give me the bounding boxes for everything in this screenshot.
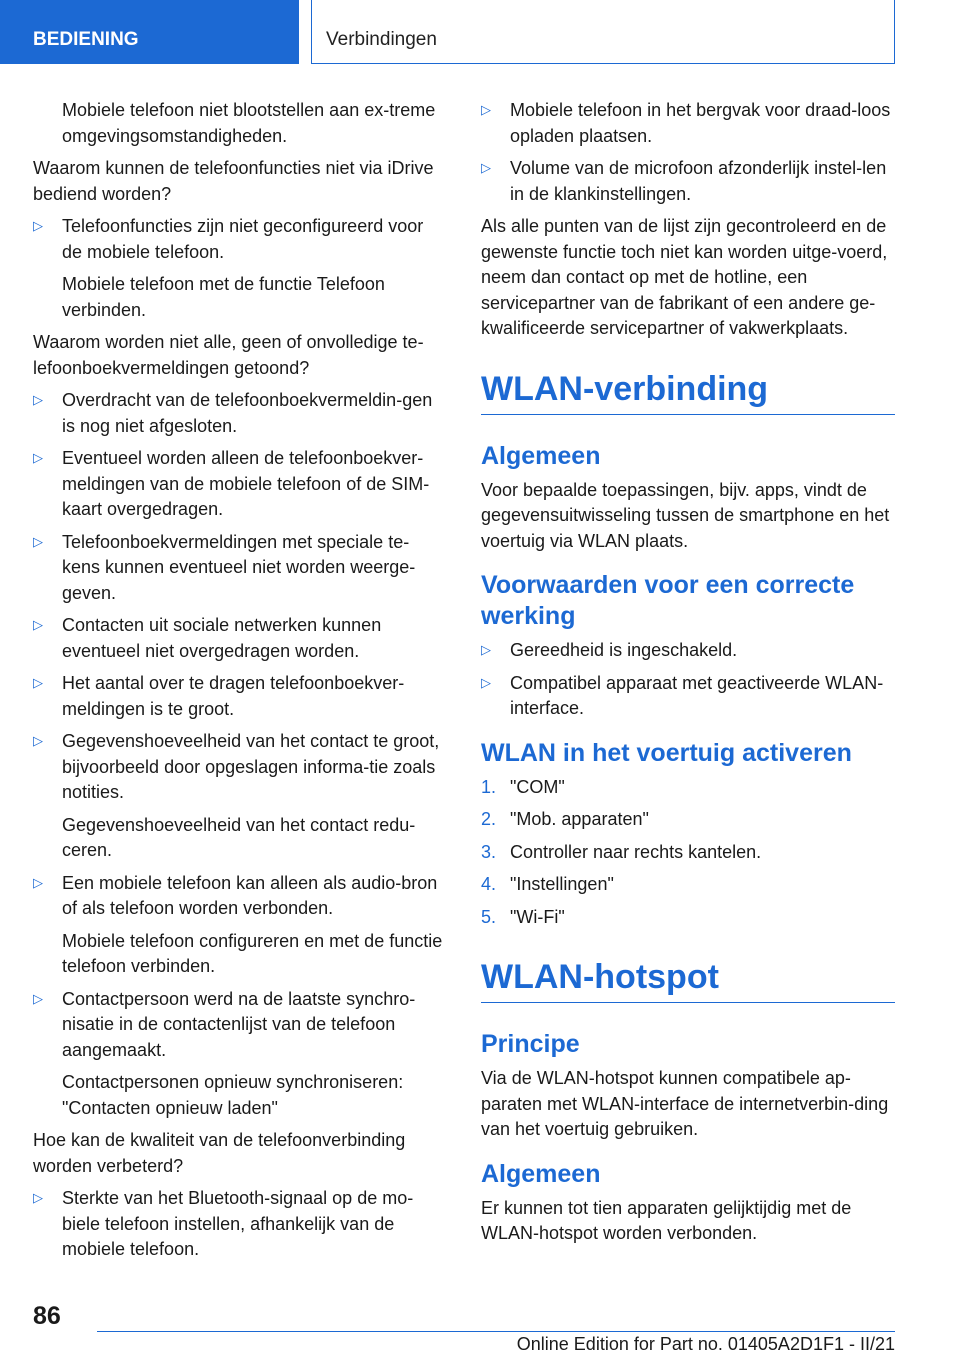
list-item-text: Gegevenshoeveelheid van het contact redu-ceren. [62, 814, 416, 860]
bullet-triangle-icon: ▷ [33, 618, 43, 633]
list-item-text: Telefoonfuncties zijn niet geconfigureerd voor de mobiele telefoon. [62, 216, 424, 262]
step-text: "Mob. apparaten" [510, 809, 649, 829]
step-item [481, 807, 895, 833]
bullet-triangle-icon: ▷ [33, 676, 43, 691]
list-item [33, 729, 445, 864]
list-item-text: Telefoonboekvermeldingen met speciale te-kens kunnen eventueel niet worden weerge-geven. [62, 531, 416, 603]
question-paragraph: Waarom kunnen de telefoonfuncties niet via iDrive bediend worden? [33, 158, 434, 204]
bullet-triangle-icon: ▷ [33, 1191, 43, 1206]
list-item [33, 871, 445, 980]
bullet-triangle-icon: ▷ [33, 451, 43, 466]
step-item [481, 775, 895, 801]
bullet-triangle-icon: ▷ [481, 675, 491, 691]
left-column [33, 98, 445, 1270]
step-number: 3. [481, 841, 497, 862]
bullet-list [33, 214, 445, 323]
list-item [33, 613, 445, 664]
footer-divider [97, 1331, 895, 1332]
list-item-text: Contacten uit sociale netwerken kunnen eventueel niet overgedragen worden. [62, 615, 382, 661]
step-item [481, 905, 895, 931]
step-text: "Wi-Fi" [510, 906, 565, 927]
header-section-label: BEDIENING [33, 29, 139, 50]
list-item-text: Het aantal over te dragen telefoonboekver-meldingen is te groot. [62, 673, 405, 719]
list-item [481, 671, 895, 722]
step-item [481, 840, 895, 866]
step-number: 2. [481, 809, 497, 829]
bullet-triangle-icon: ▷ [481, 103, 491, 118]
body-paragraph: Er kunnen tot tien apparaten gelijktijdig met de WLAN-hotspot worden verbonden. [481, 1197, 852, 1243]
bullet-list [33, 388, 445, 1121]
list-item-text: Volume van de microfoon afzonderlijk instel-len in de klankinstellingen. [510, 158, 887, 204]
bullet-list [481, 638, 895, 722]
header-section-tab [0, 0, 299, 64]
section-heading-wlan-hotspot: WLAN-hotspot [481, 956, 895, 1003]
question-paragraph: Waarom worden niet alle, geen of onvolledige te-lefoonboekvermeldingen getoond? [33, 332, 424, 378]
bullet-triangle-icon: ▷ [481, 161, 491, 176]
right-column [481, 98, 895, 1254]
bullet-triangle-icon: ▷ [33, 991, 43, 1007]
list-item [33, 446, 445, 523]
list-item-text: Een mobiele telefoon kan alleen als audio-bron of als telefoon worden verbonden. [62, 872, 438, 918]
step-text: Controller naar rechts kantelen. [510, 841, 762, 862]
subheading-activeren: WLAN in het voertuig activeren [481, 738, 852, 767]
header-chapter-tab [311, 0, 895, 64]
body-paragraph: Als alle punten van de lijst zijn gecontroleerd en de gewenste functie toch niet kan worden uitge-voerd, neem dan contact op met de hotline, een servicepartner van de fabrikant of een andere ge-kwalificeerde servicepartner of vakwerkplaats. [481, 216, 888, 338]
section-heading-wlan-verbinding: WLAN-verbinding [481, 368, 895, 415]
step-item [481, 872, 895, 898]
subheading-voorwaarden: Voorwaarden voor een correcte werking [481, 571, 855, 630]
bullet-triangle-icon: ▷ [33, 534, 43, 550]
subheading-principe: Principe [481, 1030, 580, 1058]
list-item [481, 638, 895, 664]
list-item-text: Mobiele telefoon configureren en met de functie telefoon verbinden. [62, 930, 443, 976]
step-number: 1. [481, 776, 497, 797]
list-item [481, 98, 895, 149]
bullet-triangle-icon: ▷ [33, 734, 43, 749]
body-paragraph: Voor bepaalde toepassingen, bijv. apps, vindt de gegevensuitwisseling tussen de smartphone en het voertuig via WLAN plaats. [481, 479, 890, 551]
list-item [33, 388, 445, 439]
subheading-algemeen-2: Algemeen [481, 1159, 601, 1188]
step-number: 5. [481, 906, 497, 927]
list-item [481, 156, 895, 207]
body-paragraph: Via de WLAN-hotspot kunnen compatibele ap-paraten met WLAN-interface de internetverbin-ding van het voertuig gebruiken. [481, 1068, 889, 1139]
list-item-text: Contactpersoon werd na de laatste synchro-nisatie in de contactenlijst van de telefoon aangemaakt. [62, 988, 416, 1060]
list-item [33, 530, 445, 607]
list-item [33, 1186, 445, 1263]
numbered-steps [481, 775, 895, 931]
continued-paragraph: Mobiele telefoon niet blootstellen aan ex-treme omgevingsomstandigheden. [62, 100, 436, 146]
list-item [33, 214, 445, 323]
list-item-text: Contactpersonen opnieuw synchroniseren: "Contacten opnieuw laden" [62, 1072, 404, 1118]
page-number: 86 [33, 1302, 61, 1330]
list-item [33, 987, 445, 1122]
header-chapter-label: Verbindingen [326, 29, 437, 50]
step-number: 4. [481, 874, 497, 894]
list-item-text: Overdracht van de telefoonboekvermeldin-gen is nog niet afgesloten. [62, 390, 433, 436]
list-item-text: Sterkte van het Bluetooth-signaal op de mo-biele telefoon instellen, afhankelijk van de mobiele telefoon. [62, 1188, 414, 1259]
bullet-triangle-icon: ▷ [481, 643, 491, 658]
bullet-list [481, 98, 895, 207]
step-text: "COM" [510, 776, 565, 797]
list-item-text: Mobiele telefoon in het bergvak voor draad-loos opladen plaatsen. [510, 100, 891, 146]
bullet-triangle-icon: ▷ [33, 393, 43, 408]
bullet-triangle-icon: ▷ [33, 875, 43, 891]
question-paragraph: Hoe kan de kwaliteit van de telefoonverbinding worden verbeterd? [33, 1130, 406, 1176]
step-text: "Instellingen" [510, 874, 614, 894]
list-item [33, 671, 445, 722]
list-item-text: Mobiele telefoon met de functie Telefoon verbinden. [62, 274, 385, 320]
bullet-triangle-icon: ▷ [33, 219, 43, 234]
list-item-text: Gegevenshoeveelheid van het contact te groot, bijvoorbeeld door opgeslagen informa-tie zoals notities. [62, 731, 440, 802]
list-item-text: Eventueel worden alleen de telefoonboekver-meldingen van de mobiele telefoon of de SIM-kaart overgedragen. [62, 448, 430, 519]
list-item-text: Compatibel apparaat met geactiveerde WLAN-interface. [510, 672, 884, 718]
footer-edition-text: Online Edition for Part no. 01405A2D1F1 - II/21 [516, 1334, 895, 1354]
list-item-text: Gereedheid is ingeschakeld. [510, 640, 738, 660]
bullet-list [33, 1186, 445, 1263]
subheading-algemeen: Algemeen [481, 441, 601, 470]
